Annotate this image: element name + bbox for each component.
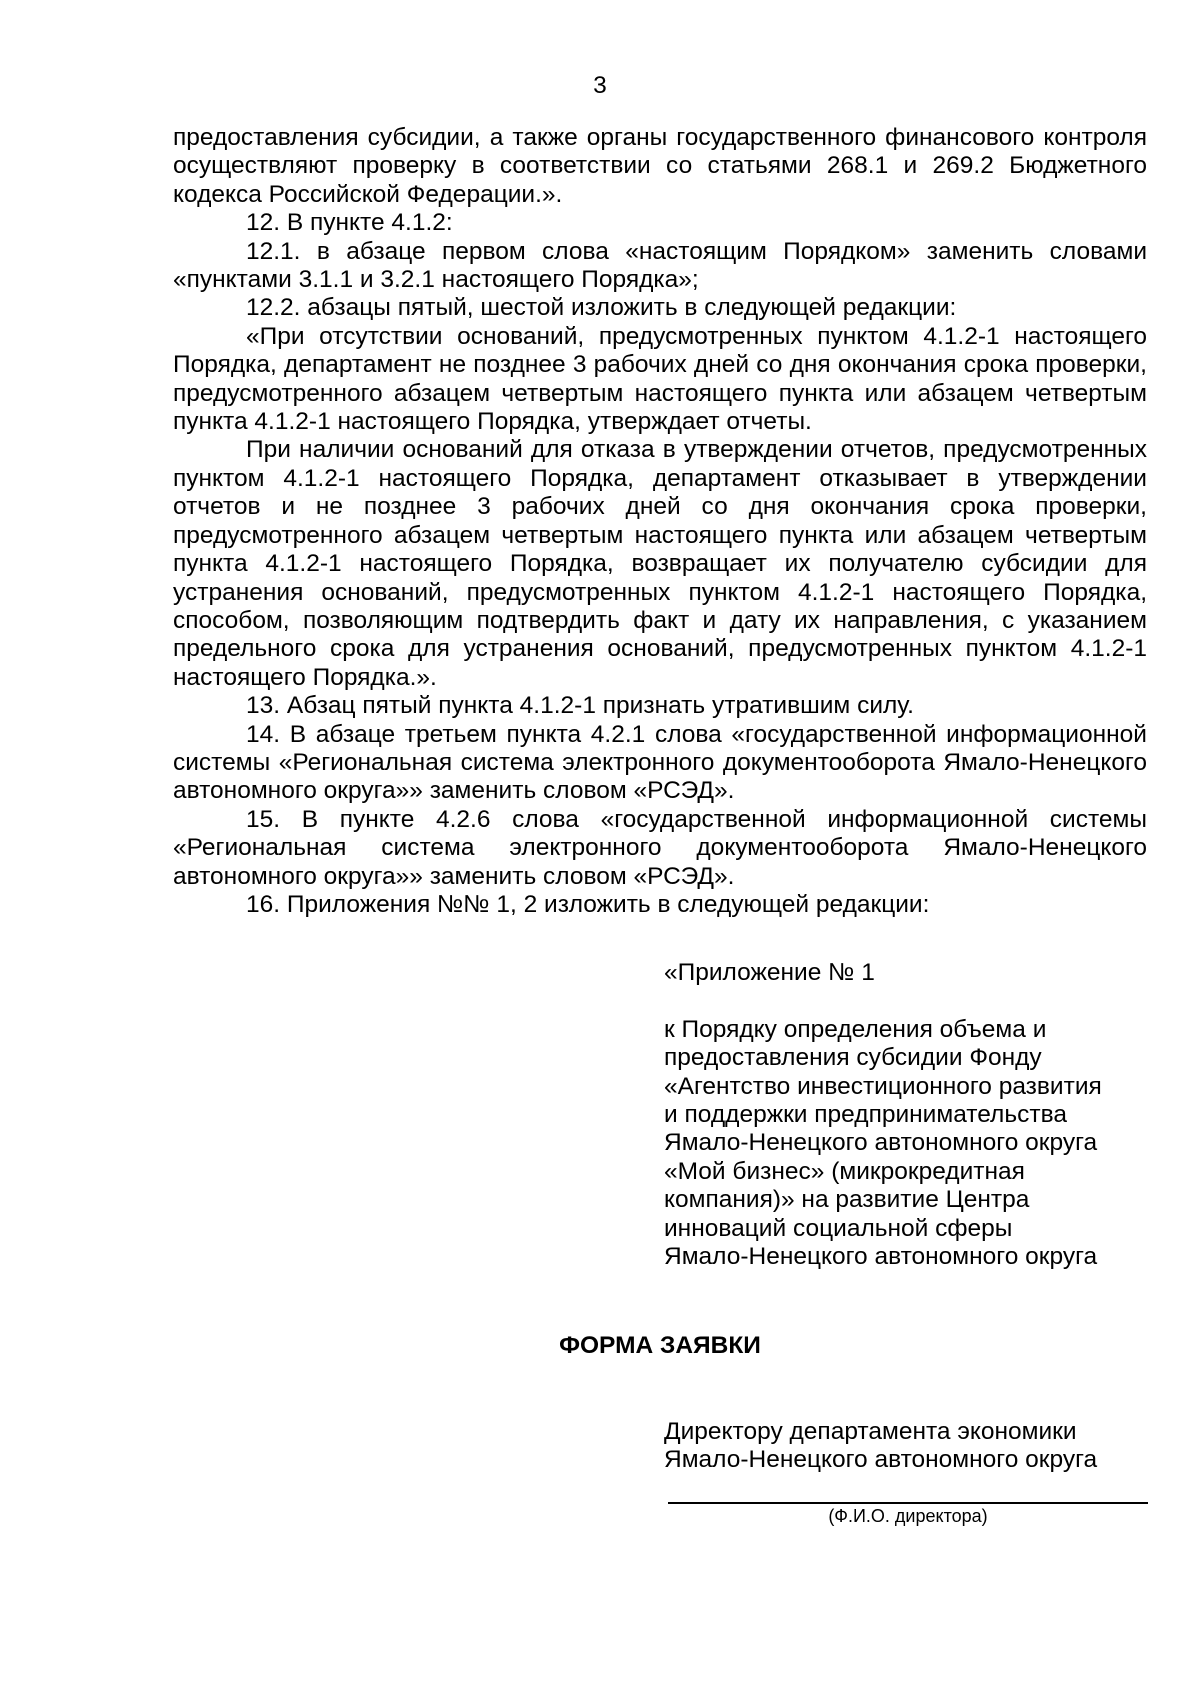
- annex-line: «Мой бизнес» (микрокредитная: [664, 1157, 1025, 1185]
- paragraph: «При отсутствии оснований, предусмотренных пунктом 4.1.2-1 настоящего Порядка, департамент не позднее 3 рабочих дней со дня окончания срока проверки, предусмотренного абзацем четвертым настоящего пункта или абзацем четвертым пункта 4.1.2-1 настоящего Порядка, утверждает отчеты.: [173, 322, 1147, 436]
- annex-line: Ямало-Ненецкого автономного округа: [664, 1243, 1098, 1271]
- paragraph: 15. В пункте 4.2.6 слова «государственной информационной системы «Региональная система электронного документооборота Ямало-Ненецкого автономного округа»» заменить словом «РСЭД».: [173, 805, 1147, 890]
- form-title: ФОРМА ЗАЯВКИ: [559, 1332, 761, 1359]
- body-text: [173, 124, 1147, 919]
- paragraph: 14. В абзаце третьем пункта 4.2.1 слова «государственной информационной системы «Региональная система электронного документооборота Ямало-Ненецкого автономного округа»» заменить словом «РСЭД».: [173, 720, 1147, 805]
- page-number: 3: [593, 72, 607, 99]
- annex-header: [664, 959, 1164, 1271]
- addressee-block: [664, 1418, 1164, 1475]
- annex-line: инноваций социальной сферы: [664, 1214, 1013, 1242]
- annex-spacer: [664, 987, 1164, 1015]
- signature-line: [668, 1502, 1148, 1504]
- signature-caption: (Ф.И.О. директора): [828, 1506, 988, 1526]
- addressee-line: Ямало-Ненецкого автономного округа: [664, 1446, 1098, 1474]
- paragraph: 13. Абзац пятый пункта 4.1.2-1 признать утратившим силу.: [246, 692, 914, 720]
- annex-line: Ямало-Ненецкого автономного округа: [664, 1129, 1098, 1157]
- annex-line: предоставления субсидии Фонду: [664, 1044, 1042, 1072]
- annex-line: и поддержки предпринимательства: [664, 1101, 1067, 1129]
- paragraph: 12.1. в абзаце первом слова «настоящим Порядком» заменить словами «пунктами 3.1.1 и 3.2.1 настоящего Порядка»;: [173, 237, 1147, 294]
- paragraph: 12.2. абзацы пятый, шестой изложить в следующей редакции:: [246, 294, 957, 322]
- addressee-line: Директору департамента экономики: [664, 1418, 1077, 1445]
- annex-line: «Агентство инвестиционного развития: [664, 1072, 1102, 1100]
- annex-line: компания)» на развитие Центра: [664, 1186, 1030, 1214]
- paragraph: предоставления субсидии, а также органы государственного финансового контроля осуществляют проверку в соответствии со статьями 268.1 и 269.2 Бюджетного кодекса Российской Федерации.».: [173, 124, 1147, 208]
- annex-line: к Порядку определения объема и: [664, 1015, 1047, 1043]
- paragraph: 12. В пункте 4.1.2:: [246, 209, 453, 237]
- paragraph: 16. Приложения №№ 1, 2 изложить в следующей редакции:: [246, 890, 930, 918]
- annex-title: «Приложение № 1: [664, 959, 875, 986]
- paragraph: При наличии оснований для отказа в утверждении отчетов, предусмотренных пунктом 4.1.2-1 настоящего Порядка, департамент отказывает в утверждении отчетов и не позднее 3 рабочих дней со дня окончания срока проверки, предусмотренного абзацем четвертым настоящего пункта или абзацем четвертым пункта 4.1.2-1 настоящего Порядка, возвращает их получателю субсидии для устранения оснований, предусмотренных пунктом 4.1.2-1 настоящего Порядка, способом, позволяющим подтвердить факт и дату их направления, с указанием предельного срока для устранения оснований, предусмотренных пунктом 4.1.2-1 настоящего Порядка.».: [173, 436, 1147, 691]
